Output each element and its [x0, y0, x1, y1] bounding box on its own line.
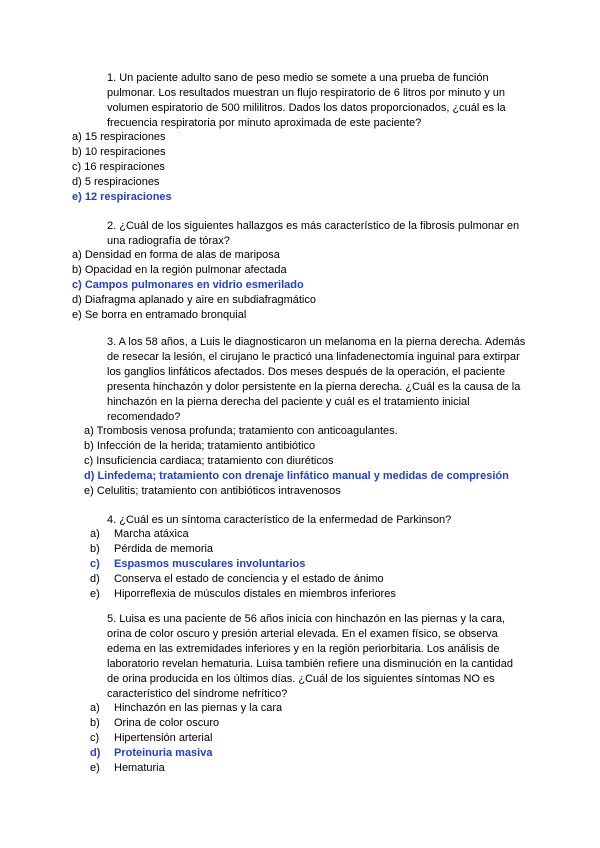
option-text: Pérdida de memoria: [114, 543, 214, 555]
question-1-options: [72, 130, 172, 205]
question-3-options: [84, 424, 509, 499]
option-letter: e): [90, 762, 100, 774]
option-text: Espasmos musculares involuntarios: [114, 558, 306, 570]
question-4-option-e: [90, 587, 396, 602]
question-3-text: 3. A los 58 años, a Luis le diagnosticaron un melanoma en la pierna derecha. Además de resecar la lesión, el cirujano le practicó una linfadenectomía inguinal para extirpar los ganglios linfáticos afectados. Dos meses después de la operación, el paciente presenta hinchazón y dolor persistente en la pierna derecha. ¿Cuál es la causa de la hinchazón en la pierna derecha del paciente y cuál es el tratamiento inicial recomendado?: [107, 336, 526, 423]
question-2-options: [72, 248, 316, 323]
question-2-option-a: a) Densidad en forma de alas de mariposa: [72, 249, 280, 261]
option-letter: e): [90, 588, 100, 600]
option-text: Orina de color oscuro: [114, 717, 220, 729]
question-2-option-c-correct: c) Campos pulmonares en vidrio esmerilado: [72, 279, 304, 291]
question-5-option-a: [90, 701, 282, 716]
question-5-options: [90, 701, 282, 776]
option-letter: a): [90, 702, 100, 714]
question-4-option-c-correct: [90, 557, 396, 572]
question-5-option-b: [90, 716, 282, 731]
question-2-option-e: e) Se borra en entramado bronquial: [72, 309, 247, 321]
option-text: Conserva el estado de conciencia y el estado de ánimo: [114, 573, 384, 585]
question-4-option-b: [90, 542, 396, 557]
question-4-options: [90, 527, 396, 602]
option-text: Marcha atáxica: [114, 528, 189, 540]
question-3-option-b: b) Infección de la herida; tratamiento antibiótico: [84, 440, 316, 452]
question-1-option-a: a) 15 respiraciones: [72, 131, 166, 143]
option-text: Hematuria: [114, 762, 165, 774]
question-3-option-d-correct: d) Linfedema; tratamiento con drenaje linfático manual y medidas de compresión: [84, 470, 509, 482]
question-3-option-a: a) Trombosis venosa profunda; tratamiento con anticoagulantes.: [84, 425, 398, 437]
option-letter: c): [90, 558, 100, 570]
question-5-option-e: [90, 761, 282, 776]
question-1-option-e-correct: e) 12 respiraciones: [72, 191, 172, 203]
option-letter: c): [90, 732, 100, 744]
question-1-text: 1. Un paciente adulto sano de peso medio se somete a una prueba de función pulmonar. Los resultados muestran un flujo respiratorio de 6 litros por minuto y un volumen espiratorio de 500 mililitros. Dados los datos proporcionados, ¿cuál es la frecuencia respiratoria por minuto aproximada de este paciente?: [107, 72, 506, 129]
question-3-option-c: c) Insuficiencia cardiaca; tratamiento con diuréticos: [84, 455, 334, 467]
question-4-option-a: [90, 527, 396, 542]
question-5-option-d-correct: [90, 746, 282, 761]
option-letter: b): [90, 717, 100, 729]
question-1-option-c: c) 16 respiraciones: [72, 161, 165, 173]
question-4-option-d: [90, 572, 396, 587]
option-letter: d): [90, 747, 101, 759]
question-4-text: 4. ¿Cuál es un síntoma característico de la enfermedad de Parkinson?: [107, 514, 452, 526]
question-3-option-e: e) Celulitis; tratamiento con antibióticos intravenosos: [84, 485, 341, 497]
question-2-option-b: b) Opacidad en la región pulmonar afectada: [72, 264, 287, 276]
option-text: Hiporreflexia de músculos distales en miembros inferiores: [114, 588, 396, 600]
question-1-option-b: b) 10 respiraciones: [72, 146, 166, 158]
question-2-option-d: d) Diafragma aplanado y aire en subdiafragmático: [72, 294, 316, 306]
option-letter: b): [90, 543, 100, 555]
option-letter: d): [90, 573, 100, 585]
question-5-option-c: [90, 731, 282, 746]
question-2-text: 2. ¿Cuál de los siguientes hallazgos es más característico de la fibrosis pulmonar en una radiografía de tórax?: [107, 220, 520, 247]
question-5-text: 5. Luisa es una paciente de 56 años inicia con hinchazón en las piernas y la cara, orina de color oscuro y presión arterial elevada. En el examen físico, se observa edema en las extremidades inferiores y en la región periorbitaria. Los análisis de laboratorio revelan hematuria. Luisa también refiere una disminución en la cantidad de orina producida en los últimos días. ¿Cuál de los siguientes síntomas NO es característico del síndrome nefrítico?: [107, 613, 514, 700]
option-text: Proteinuria masiva: [114, 747, 213, 759]
option-letter: a): [90, 528, 100, 540]
question-1-option-d: d) 5 respiraciones: [72, 176, 160, 188]
option-text: Hinchazón en las piernas y la cara: [114, 702, 283, 714]
option-text: Hipertensión arterial: [114, 732, 213, 744]
